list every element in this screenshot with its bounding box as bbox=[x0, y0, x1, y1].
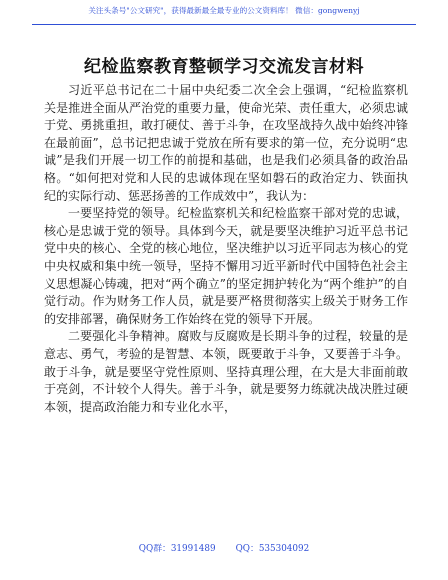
header-note: 关注头条号"公文研究"，获得最新最全最专业的公文资料库！ 微信：gongwenyj bbox=[88, 6, 360, 15]
qq-text: QQ：535304092 bbox=[235, 544, 310, 554]
paragraph-intro: 习近平总书记在二十届中央纪委二次全会上强调，“纪检监察机关是推进全面从严治党的重要力量，使命光荣、责任重大，必须忠诚于党、勇挑重担，敢打硬仗、善于斗争，在攻坚战持久战中始终冲锋在最前面”，总书记把忠诚于党放在所有要求的第一位，充分说明“忠诚”是我们开展一切工作的前提和基础，也是我们必须具备的政治品格。“如何把对党和人民的忠诚体现在坚如磐石的政治定力、铁面执纪的实际行动、惩恶扬善的工作成效中”，我认为： bbox=[44, 83, 408, 203]
qq-group-text: QQ群：31991489 bbox=[138, 544, 216, 554]
footer-contact bbox=[0, 543, 448, 555]
paragraph-struggle-spirit: 二要强化斗争精神。腐败与反腐败是长期斗争的过程，较量的是意志、勇气，考验的是智慧、本领，既要敢于斗争，又要善于斗争。敢于斗争，就是要坚守党性原则、坚持真理公理，在大是大非面前敢于亮剑，不计较个人得失。善于斗争，就是要努力练就决战决胜过硬本领，提高政治能力和专业化水平， bbox=[44, 329, 408, 414]
paragraph-party-leadership: 一要坚持党的领导。纪检监察机关和纪检监察干部对党的忠诚，核心是忠诚于党的领导。具体到今天，就是要坚决维护习近平总书记党中央的核心、全党的核心地位，坚决维护以习近平同志为核心的党中央权威和集中统一领导，坚持不懈用习近平新时代中国特色社会主义思想凝心铸魂，把对“两个确立”的坚定拥护转化为“两个维护”的自觉行动。作为财务工作人员，就是要严格贯彻落实上级关于财务工作的安排部署，确保财务工作始终在党的领导下开展。 bbox=[44, 206, 408, 326]
document-body bbox=[44, 82, 408, 416]
header-divider bbox=[32, 24, 416, 25]
document-title: 纪检监察教育整顿学习交流发言材料 bbox=[84, 57, 364, 77]
